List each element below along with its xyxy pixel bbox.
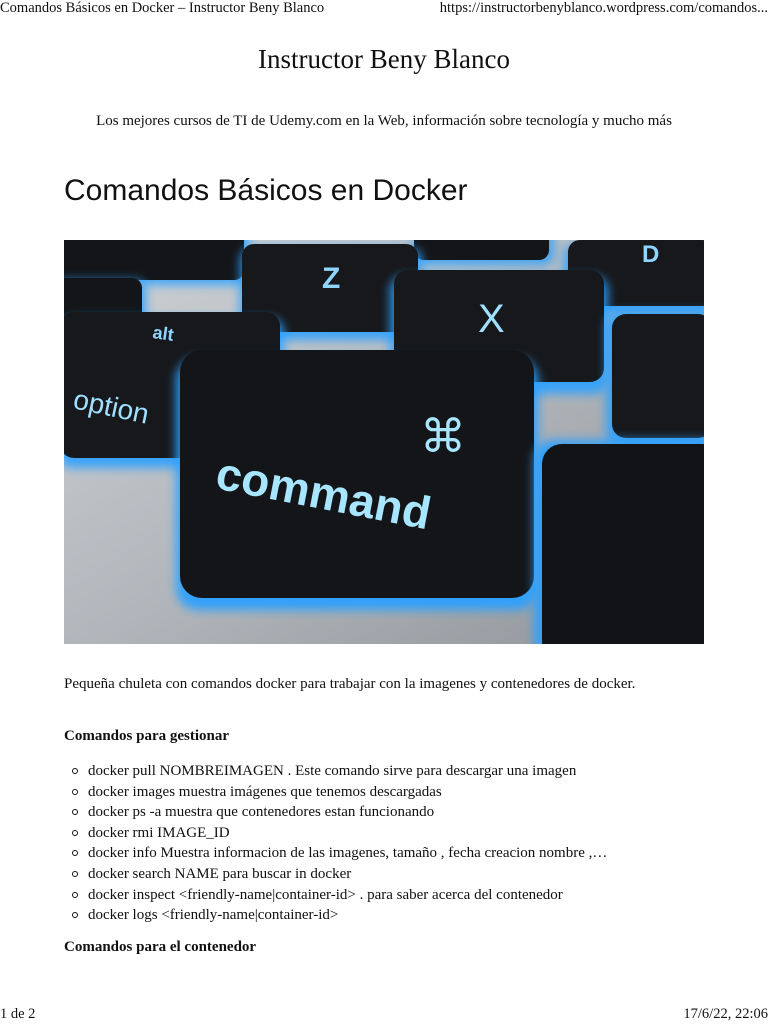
key-command xyxy=(176,350,538,610)
bullet-icon xyxy=(72,871,78,877)
hero-image xyxy=(64,240,704,644)
page-number: 1 de 2 xyxy=(0,1006,36,1022)
list-item: docker pull NOMBREIMAGEN . Este comando sirve para descargar una imagen xyxy=(64,761,714,782)
bullet-icon xyxy=(72,912,78,918)
list-item: docker images muestra imágenes que tenemos descargadas xyxy=(64,782,714,803)
command-list xyxy=(64,761,714,926)
post-title: Comandos Básicos en Docker xyxy=(64,174,468,207)
list-item: docker logs <friendly-name|container-id> xyxy=(64,905,714,926)
post-intro: Pequeña chuleta con comandos docker para trabajar con la imagenes y contenedores de docker. xyxy=(64,676,636,692)
bullet-icon xyxy=(72,850,78,856)
list-item: docker inspect <friendly-name|container-id> . para saber acerca del contenedor xyxy=(64,885,714,906)
list-item: docker ps -a muestra que contenedores estan funcionando xyxy=(64,802,714,823)
key-z-label: Z xyxy=(322,262,341,295)
site-tagline: Los mejores cursos de TI de Udemy.com en la Web, información sobre tecnología y mucho más xyxy=(96,113,672,129)
bullet-icon xyxy=(72,768,78,774)
key-command-label: command xyxy=(212,446,436,540)
print-url[interactable]: https://instructorbenyblanco.wordpress.com/comandos... xyxy=(439,0,768,16)
list-item: docker search NAME para buscar in docker xyxy=(64,864,714,885)
key-x-label: X xyxy=(478,297,505,341)
print-footer xyxy=(0,1006,768,1024)
print-datetime: 17/6/22, 22:06 xyxy=(683,1006,768,1022)
key-right-partial xyxy=(606,312,704,446)
section-heading-container: Comandos para el contenedor xyxy=(64,939,257,955)
key-bottom-right xyxy=(534,440,704,644)
bullet-icon xyxy=(72,809,78,815)
print-page-title: Comandos Básicos en Docker – Instructor Beny Blanco xyxy=(0,0,325,16)
print-header xyxy=(0,0,768,18)
bullet-icon xyxy=(72,892,78,898)
key-option-label: option xyxy=(70,383,152,430)
bullet-icon xyxy=(72,830,78,836)
list-item: docker rmi IMAGE_ID xyxy=(64,823,714,844)
list-item: docker info Muestra informacion de las imagenes, tamaño , fecha creacion nombre ,… xyxy=(64,843,714,864)
key-alt-label: alt xyxy=(151,322,176,345)
keyboard-illustration xyxy=(64,240,704,644)
key-top-middle xyxy=(414,240,554,265)
site-title[interactable]: Instructor Beny Blanco xyxy=(258,44,510,74)
bullet-icon xyxy=(72,789,78,795)
key-command-symbol: ⌘ xyxy=(420,409,466,463)
section-heading-manage: Comandos para gestionar xyxy=(64,728,230,744)
key-d-label: D xyxy=(642,241,660,268)
